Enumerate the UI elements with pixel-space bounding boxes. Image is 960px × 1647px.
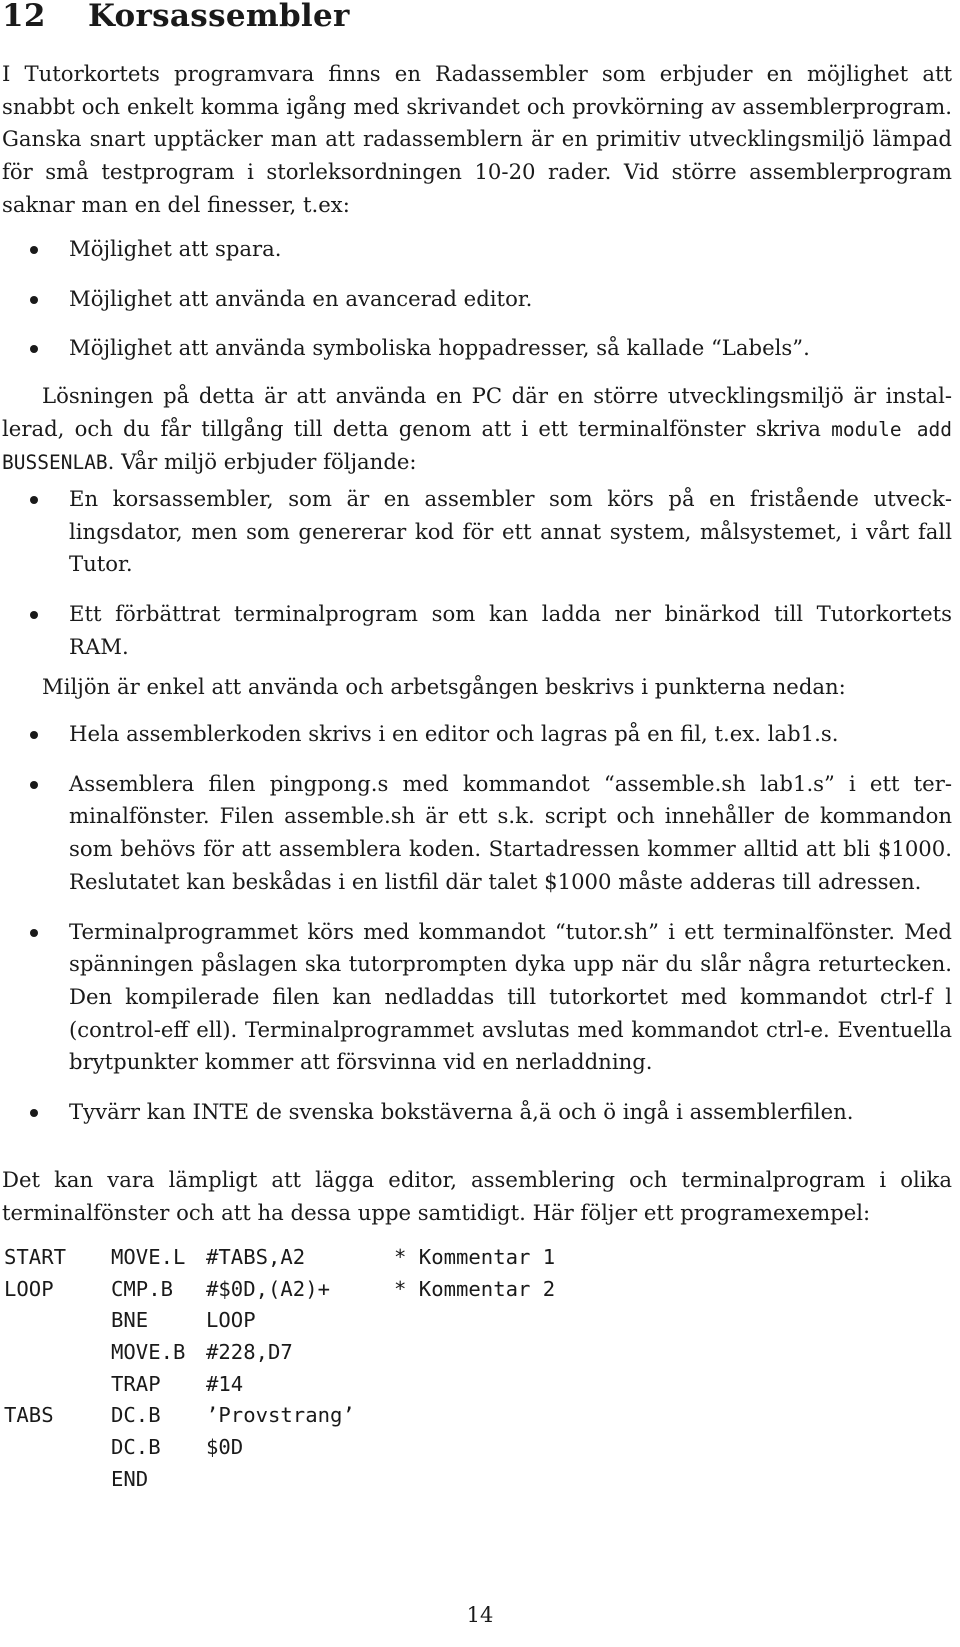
- code-line: START MOVE.L #TABS,A2 * Kommentar 1: [4, 1245, 556, 1269]
- list-item: Möjlighet att använda en avancerad editor.: [2, 283, 952, 316]
- bullet-icon: [30, 296, 38, 304]
- bullet-icon: [30, 781, 38, 789]
- solution-paragraph: Lösningen på detta är att använda en PC där en större utvecklingsmiljö är instal- lerad, och du får tillgång till detta genom att i ett terminalfönster skriva module add BUSSENLAB. Vår miljö erbjuder följande:: [2, 383, 952, 475]
- code-example: [4, 1242, 555, 1496]
- list-item: Ett förbättrat terminalprogram som kan ladda ner binärkod till Tutorkortets RAM.: [2, 598, 952, 663]
- environment-features-list: [2, 483, 952, 664]
- list-item: Möjlighet att använda symboliska hoppadresser, så kallade “Labels”.: [2, 332, 952, 365]
- code-line: TRAP #14: [111, 1371, 244, 1396]
- bullet-icon: [30, 611, 38, 619]
- code-line: TABS DC.B ’Provstrang’: [4, 1403, 355, 1428]
- module-command: module add BUSSENLAB: [2, 417, 952, 475]
- page-number: 14: [466, 1603, 494, 1627]
- workflow-intro: Miljön är enkel att använda och arbetsgången beskrivs i punkterna nedan:: [42, 674, 846, 699]
- intro-paragraph: I Tutorkortets programvara finns en Radassembler som erbjuder en möjlighet att snabbt och enkelt komma igång med skrivandet och provkörning av assemblerprogram. Ganska snart upptäcker man att radassemblern är en primitiv utvecklingsmiljö lämpad för små testprogram i storleksordningen 10-20 rader. Vid större assemblerprogram saknar man en del finesser, t.ex:: [2, 61, 952, 217]
- code-line: DC.B $0D: [111, 1435, 244, 1460]
- closing-paragraph: Det kan vara lämpligt att lägga editor, assemblering och terminalprogram i olika terminalfönster och att ha dessa uppe samtidigt. Här följer ett programexempel:: [2, 1167, 952, 1225]
- list-item: Tyvärr kan INTE de svenska bokstäverna å,ä och ö ingå i assemblerfilen.: [2, 1096, 952, 1129]
- list-item: En korsassembler, som är en assembler som körs på en fristående utvecklingsdator, men som genererar kod för ett annat system, målsystemet, i vårt fall Tutor.: [2, 483, 952, 581]
- code-line: LOOP CMP.B #$0D,(A2)+ * Kommentar 2: [4, 1276, 556, 1301]
- bullet-icon: [30, 929, 38, 937]
- bullet-icon: [30, 345, 38, 353]
- missing-features-list: [2, 233, 952, 365]
- workflow-steps-list: [2, 718, 952, 1129]
- list-item: Assemblera filen pingpong.s med kommandot “assemble.sh lab1.s” i ett terminalfönster. Filen assemble.sh är ett s.k. script och innehåller de kommandon som behövs för att assemblera koden. Startadressen kommer alltid att bli $1000. Reslutatet kan beskådas i en listfil där talet $1000 måste adderas till adressen.: [2, 768, 952, 899]
- bullet-icon: [30, 246, 38, 254]
- bullet-icon: [30, 731, 38, 739]
- code-line: MOVE.B #228,D7: [111, 1340, 293, 1365]
- section-heading: [2, 0, 350, 34]
- bullet-icon: [30, 496, 38, 504]
- list-item: Möjlighet att spara.: [2, 233, 952, 266]
- list-item: Terminalprogrammet körs med kommandot “tutor.sh” i ett terminalfönster. Med spänningen påslagen ska tutorprompten dyka upp när du slår några returtecken. Den kompilerade filen kan nedladdas till tutorkortet med kommandot ctrl-f l (control-eff ell). Terminalprogrammet avslutas med kommandot ctrl-e. Eventuella brytpunkter kommer att försvinna vid en nerladdning.: [2, 916, 952, 1080]
- code-line: END: [111, 1466, 149, 1491]
- bullet-icon: [30, 1109, 38, 1117]
- code-line: BNE LOOP: [111, 1308, 256, 1333]
- section-title: Korsassembler: [88, 0, 350, 34]
- list-item: Hela assemblerkoden skrivs i en editor och lagras på en fil, t.ex. lab1.s.: [2, 718, 952, 751]
- section-number: 12: [2, 0, 46, 34]
